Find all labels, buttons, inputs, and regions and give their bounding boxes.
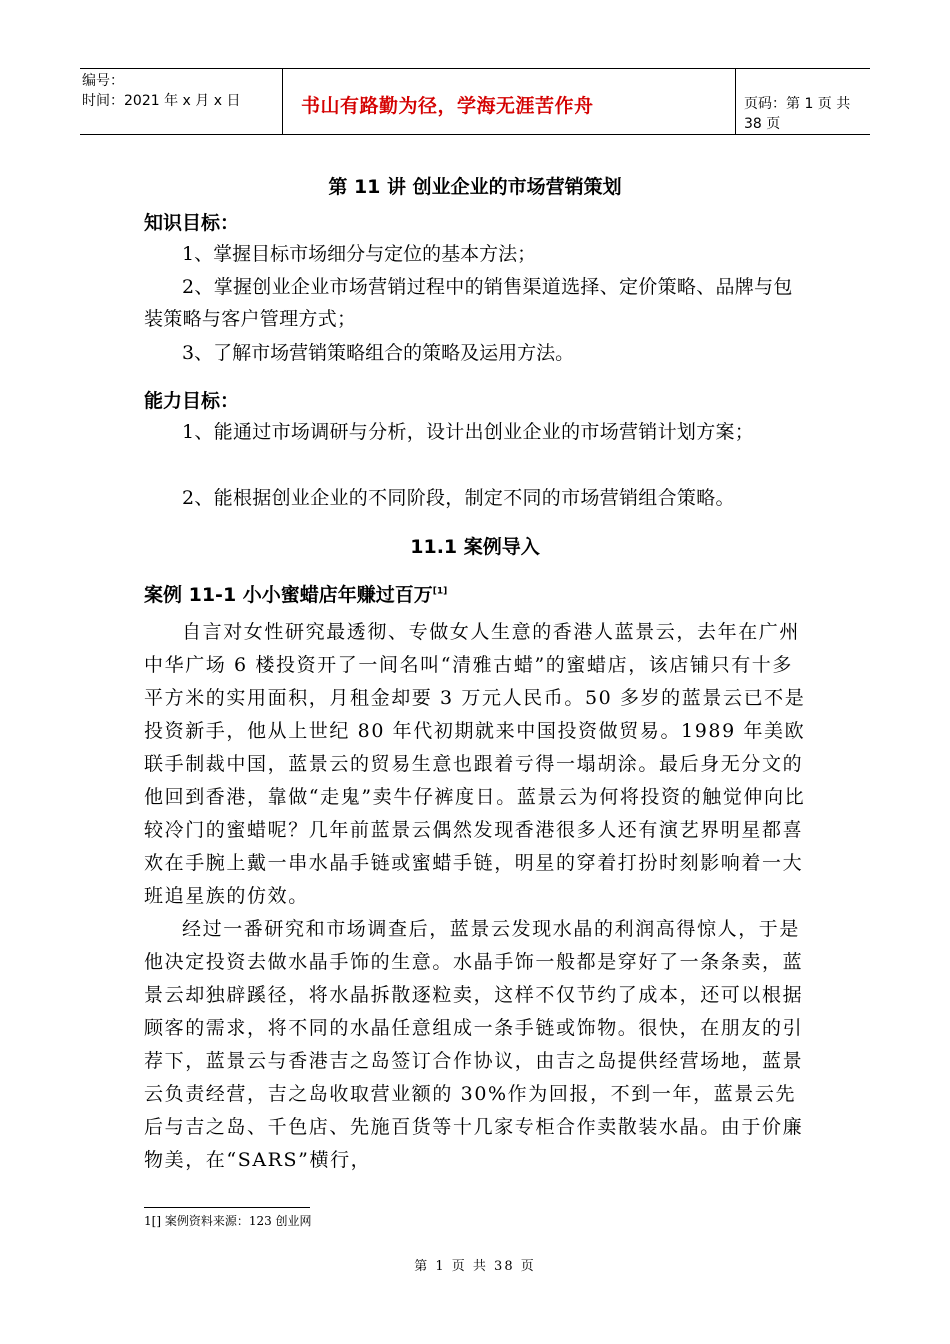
knowledge-item-1: 1、掌握目标市场细分与定位的基本方法； xyxy=(182,243,537,265)
case-title xyxy=(144,580,447,607)
header-page-info: 页码：第 1 页 共 38 页 xyxy=(744,96,851,132)
page-number: 第 1 页 共 38 页 xyxy=(414,1259,536,1274)
page-header xyxy=(80,68,870,135)
ability-heading: 能力目标： xyxy=(144,390,240,412)
header-meta xyxy=(82,69,282,135)
case-paragraph-1: 自言对女性研究最透彻、专做女人生意的香港人蓝景云，去年在广州中华广场 6 楼投资开了一间名叫“清雅古蜡”的蜜蜡店，该店铺只有十多平方米的实用面积，月租金却要 3 万元人民币。50 多岁的蓝景云已不是投资新手，他从上世纪 80 年代初期就来中国投资做贸易。1989 年美欧联手制裁中国，蓝景云的贸易生意也跟着亏得一塌胡涂。最后身无分文的他回到香港，靠做“走鬼”卖牛仔裤度日。蓝景云为何将投资的触觉伸向比较冷门的蜜蜡呢？几年前蓝景云偶然发现香港很多人还有演艺界明星都喜欢在手腕上戴一串水晶手链或蜜蜡手链，明星的穿着打扮时刻影响着一大班追星族的仿效。 xyxy=(144,621,806,907)
ability-item-1: 1、能通过市场调研与分析，设计出创业企业的市场营销计划方案； xyxy=(182,421,755,443)
case-body xyxy=(144,616,809,1177)
header-motto: 书山有路勤为径，学海无涯苦作舟 xyxy=(301,95,594,117)
knowledge-item-3: 3、了解市场营销策略组合的策略及运用方法。 xyxy=(182,342,575,364)
code-label: 编号： xyxy=(82,73,124,89)
footnote-rule xyxy=(144,1207,310,1208)
knowledge-heading: 知识目标： xyxy=(144,212,240,234)
footnote-ref: [1] xyxy=(432,586,448,597)
ability-item-2: 2、能根据创业企业的不同阶段，制定不同的市场营销组合策略。 xyxy=(182,487,735,509)
case-title-text: 案例 11-1 小小蜜蜡店年赚过百万 xyxy=(144,584,433,606)
knowledge-item-2: 2、掌握创业企业市场营销过程中的销售渠道选择、定价策略、品牌与包装策略与客户管理方式； xyxy=(144,276,793,330)
lecture-title: 第 11 讲 创业企业的市场营销策划 xyxy=(328,176,622,198)
date-label: 时间：2021 年 x 月 x 日 xyxy=(82,93,241,109)
case-paragraph-2: 经过一番研究和市场调查后，蓝景云发现水晶的利润高得惊人，于是他决定投资去做水晶手饰的生意。水晶手饰一般都是穿好了一条条卖，蓝景云却独辟蹊径，将水晶拆散逐粒卖，这样不仅节约了成本，还可以根据顾客的需求，将不同的水晶任意组成一条手链或饰物。很快，在朋友的引荐下，蓝景云与香港吉之岛签订合作协议，由吉之岛提供经营场地，蓝景云负责经营，吉之岛收取营业额的 30%作为回报，不到一年，蓝景云先后与吉之岛、千色店、先施百货等十几家专柜合作卖散装水晶。由于价廉物美，在“SARS”横行， xyxy=(144,918,804,1171)
section-heading: 11.1 案例导入 xyxy=(410,536,540,558)
header-motto-cell xyxy=(282,69,736,135)
footnote: 1[] 案例资料来源：123 创业网 xyxy=(144,1214,312,1228)
